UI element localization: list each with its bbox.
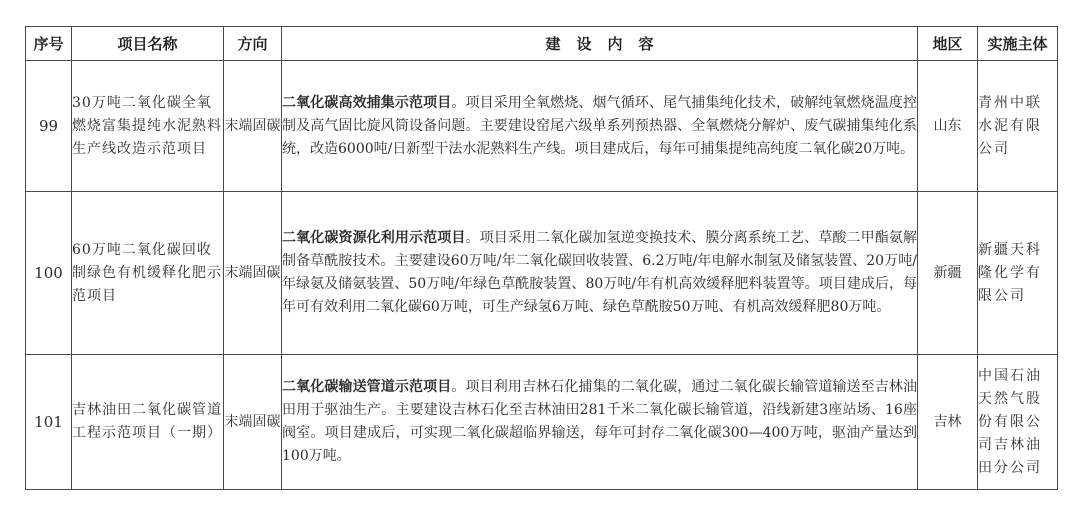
row-project-name: 30万吨二氧化碳全氧燃烧富集提纯水泥熟料生产线改造示范项目 xyxy=(72,61,224,192)
row-content xyxy=(282,192,918,355)
project-table xyxy=(25,26,1058,490)
header-seq: 序号 xyxy=(26,27,72,61)
row-seq: 100 xyxy=(26,192,72,355)
row-project-name: 60万吨二氧化碳回收制绿色有机缓释化肥示范项目 xyxy=(72,192,224,355)
row-entity: 新疆天科隆化学有限公司 xyxy=(978,192,1058,355)
row-seq: 99 xyxy=(26,61,72,192)
table-row xyxy=(26,355,1058,490)
table-row xyxy=(26,192,1058,355)
row-direction: 末端固碳 xyxy=(224,61,282,192)
project-table-page xyxy=(25,26,1057,490)
row-direction: 末端固碳 xyxy=(224,192,282,355)
row-entity: 中国石油天然气股份有限公司吉林油田分公司 xyxy=(978,355,1058,490)
row-seq: 101 xyxy=(26,355,72,490)
header-entity: 实施主体 xyxy=(978,27,1058,61)
row-content-body: 。项目采用全氧燃烧、烟气循环、尾气捕集纯化技术，破解纯氧燃烧温度控制及高气固比旋风筒设备问题。主要建设窑尾六级单系列预热器、全氧燃烧分解炉、废气碳捕集纯化系统，改造6000吨/日新型干法水泥熟料生产线。项目建成后，每年可捕集提纯高纯度二氧化碳20万吨。 xyxy=(282,94,918,157)
row-content-lead: 二氧化碳资源化利用示范项目 xyxy=(282,230,466,246)
row-entity: 青州中联水泥有限公司 xyxy=(978,61,1058,192)
row-content-lead: 二氧化碳高效捕集示范项目 xyxy=(282,94,452,111)
header-direction: 方向 xyxy=(224,27,282,61)
table-header-row xyxy=(26,27,1058,61)
row-project-name: 吉林油田二氧化碳管道工程示范项目（一期） xyxy=(72,355,224,490)
row-direction: 末端固碳 xyxy=(224,355,282,490)
row-content-body: 。项目利用吉林石化捕集的二氧化碳，通过二氧化碳长输管道输送至吉林油田用于驱油生产。主要建设吉林石化至吉林油田281千米二氧化碳长输管道，沿线新建3座站场、16座阀室。项目建成后，可实现二氧化碳超临界输送，每年可封存二氧化碳300—400万吨，驱油产量达到100万吨。 xyxy=(282,379,918,464)
row-content xyxy=(282,355,918,490)
header-region: 地区 xyxy=(918,27,978,61)
row-region: 山东 xyxy=(918,61,978,192)
row-region: 吉林 xyxy=(918,355,978,490)
table-row xyxy=(26,61,1058,192)
row-content-lead: 二氧化碳输送管道示范项目 xyxy=(282,379,452,395)
header-project-name: 项目名称 xyxy=(72,27,224,61)
row-content-body: 。项目采用二氧化碳加氢逆变换技术、膜分离系统工艺、草酸二甲酯氨解制备草酰胺技术。主要建设60万吨/年二氧化碳回收装置、6.2万吨/年电解水制氢及储氢装置、20万吨/年绿氨及储氨装置、50万吨/年绿色草酰胺装置、80万吨/年有机高效缓释肥料装置等。项目建成后，每年可有效利用二氧化碳60万吨，可生产绿氢6万吨、绿色草酰胺50万吨、有机高效缓释肥80万吨。 xyxy=(282,230,918,315)
row-content xyxy=(282,61,918,192)
header-content: 建设内容 xyxy=(282,27,918,61)
row-region: 新疆 xyxy=(918,192,978,355)
